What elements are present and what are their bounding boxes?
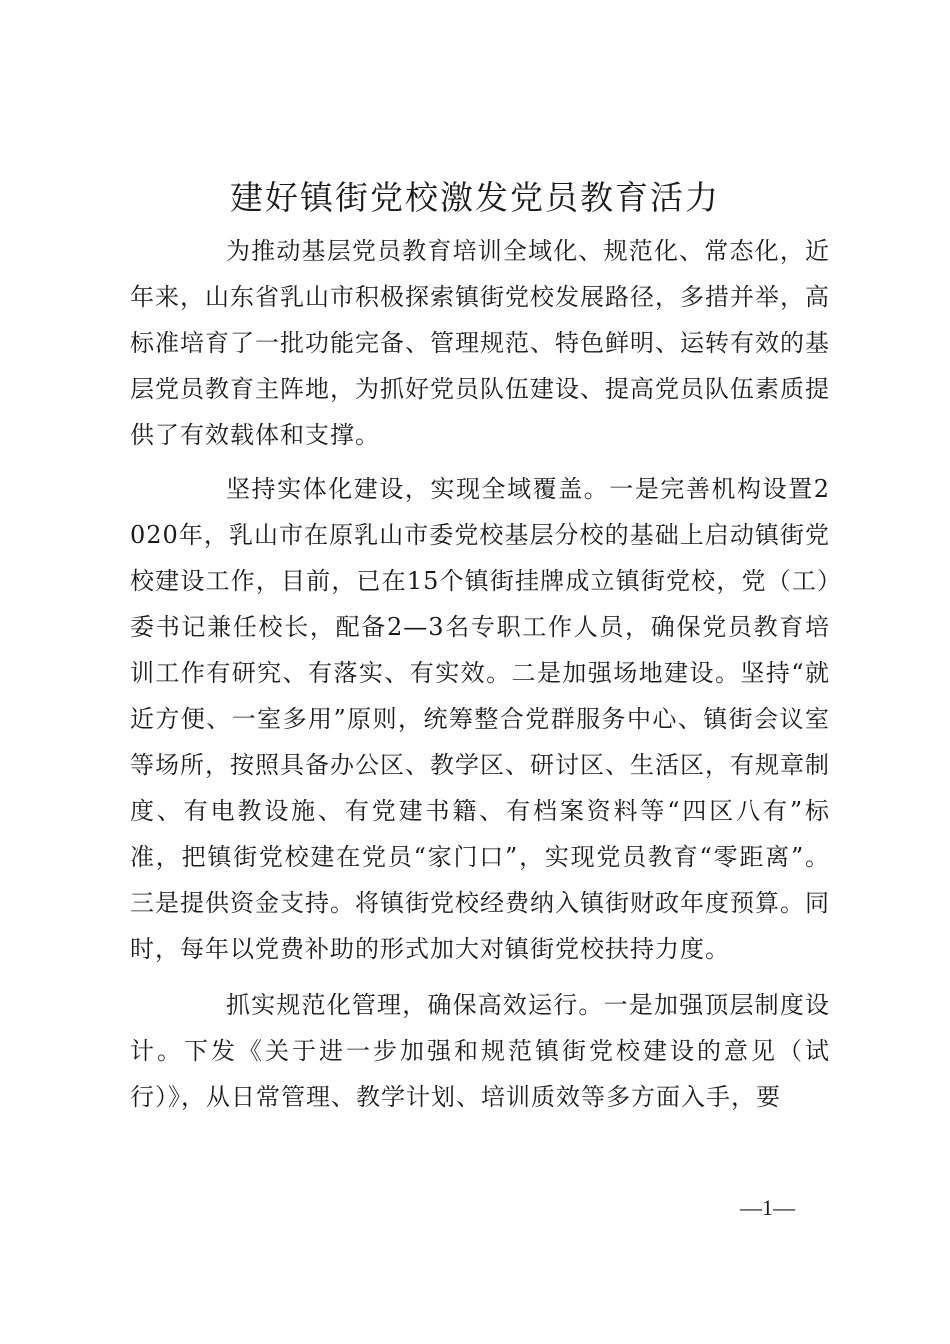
document-title: 建好镇街党校激发党员教育活力 [230,178,720,217]
document-body [130,228,830,1120]
paragraph-management: 抓实规范化管理，确保高效运行。一是加强顶层制度设计。下发《关于进一步加强和规范镇街党校建设的意见（试行）》，从日常管理、教学计划、培训质效等多方面入手，要 [130,991,830,1111]
page-number: —1— [740,1195,795,1220]
paragraph-intro: 为推动基层党员教育培训全域化、规范化、常态化，近年来，山东省乳山市积极探索镇街党校发展路径，多措并举，高标准培育了一批功能完备、管理规范、特色鲜明、运转有效的基层党员教育主阵地，为抓好党员队伍建设、提高党员队伍素质提供了有效载体和支撑。 [130,237,830,449]
paragraph-construction: 坚持实体化建设，实现全域覆盖。一是完善机构设置2020年，乳山市在原乳山市委党校基层分校的基础上启动镇街党校建设工作，目前，已在15个镇街挂牌成立镇街党校，党（工）委书记兼任校长，配备2—3名专职工作人员，确保党员教育培训工作有研究、有落实、有实效。二是加强场地建设。坚持“就近方便、一室多用”原则，统筹整合党群服务中心、镇街会议室等场所，按照具备办公区、教学区、研讨区、生活区，有规章制度、有电教设施、有党建书籍、有档案资料等“四区八有”标准，把镇街党校建在党员“家门口”，实现党员教育“零距离”。三是提供资金支持。将镇街党校经费纳入镇街财政年度预算。同时，每年以党费补助的形式加大对镇街党校扶持力度。 [130,475,830,963]
